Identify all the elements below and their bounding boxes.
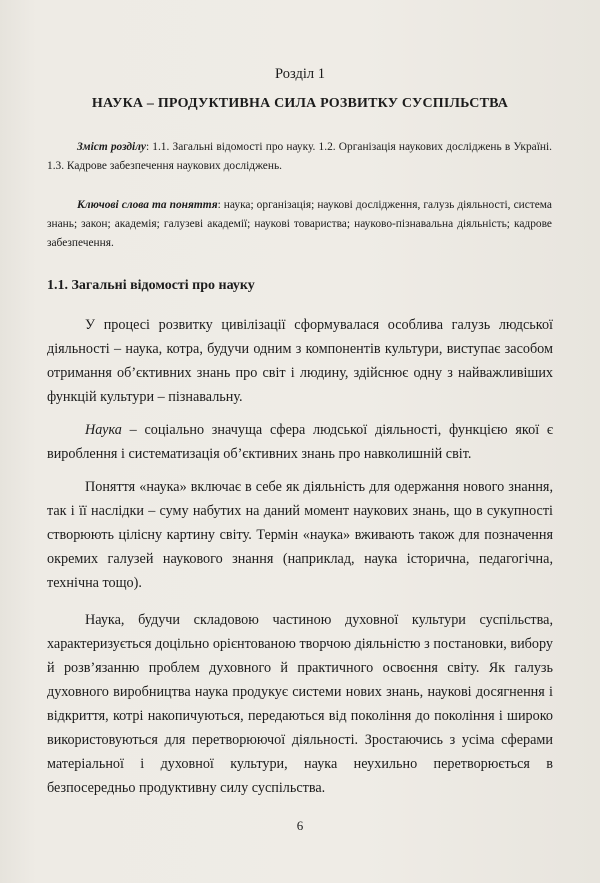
paragraph-2-term: Наука (85, 422, 122, 438)
keywords-text: : наука; організація; наукові дослідження, галузь діяльності, система знань; закон; академія; галузеві академії; наукові товариства; науково-пізнавальна діяльність; кадрове забезпечення. (47, 199, 552, 249)
section-heading: 1.1. Загальні відомості про науку (47, 278, 255, 293)
keywords-lead: Ключові слова та поняття (77, 199, 218, 211)
chapter-keywords (47, 196, 552, 253)
contents-text: : 1.1. Загальні відомості про науку. 1.2. Організація наукових досліджень в Україні. 1.3. Кадрове забезпечення наукових досліджень. (47, 141, 552, 172)
page-number: 6 (296, 818, 304, 833)
chapter-label: Розділ 1 (275, 66, 325, 82)
paragraph-3: Поняття «наука» включає в себе як діяльність для одержання нового знання, так і її наслідки – суму набутих на даний момент наукових знань, що в сукупності створюють цілісну картину світу. Термін «наука» вживають також для позначення окремих галузей наукового знання (наприклад, наука історична, педагогічна, технічна тощо). (47, 479, 553, 591)
paragraph-4: Наука, будучи складовою частиною духовної культури суспільства, характеризується доцільно орієнтованою творчою діяльністю з постановки, вибору й розв’язанню проблем духовного й практичного освоєння світу. Як галузь духовного виробництва наука продукує системи нових знань, наукові досягнення і відкриття, котрі накопичуються, передаються від покоління до покоління і широко використовуються для перетворюючої діяльності. Зростаючись з усіма сферами матеріальної і духовної культури, наука неухильно перетворюється в безпосередньо продуктивну силу суспільства. (47, 612, 553, 796)
chapter-contents (47, 138, 552, 176)
contents-lead: Зміст розділу (77, 141, 146, 153)
chapter-title: НАУКА – ПРОДУКТИВНА СИЛА РОЗВИТКУ СУСПІЛЬСТВА (91, 96, 509, 111)
paragraph-2-text: – соціально значуща сфера людської діяльності, функцією якої є вироблення і систематизація об’єктивних знань про навколишній світ. (47, 422, 553, 462)
body-text (47, 313, 553, 800)
paragraph-1: У процесі розвитку цивілізації сформувалася особлива галузь людської діяльності – наука, котра, будучи одним з компонентів культури, виступає засобом отримання об’єктивних знань про світ і людину, здійснює одну з найважливіших функцій культури – пізнавальну. (47, 317, 553, 405)
paragraph-2 (47, 418, 553, 466)
